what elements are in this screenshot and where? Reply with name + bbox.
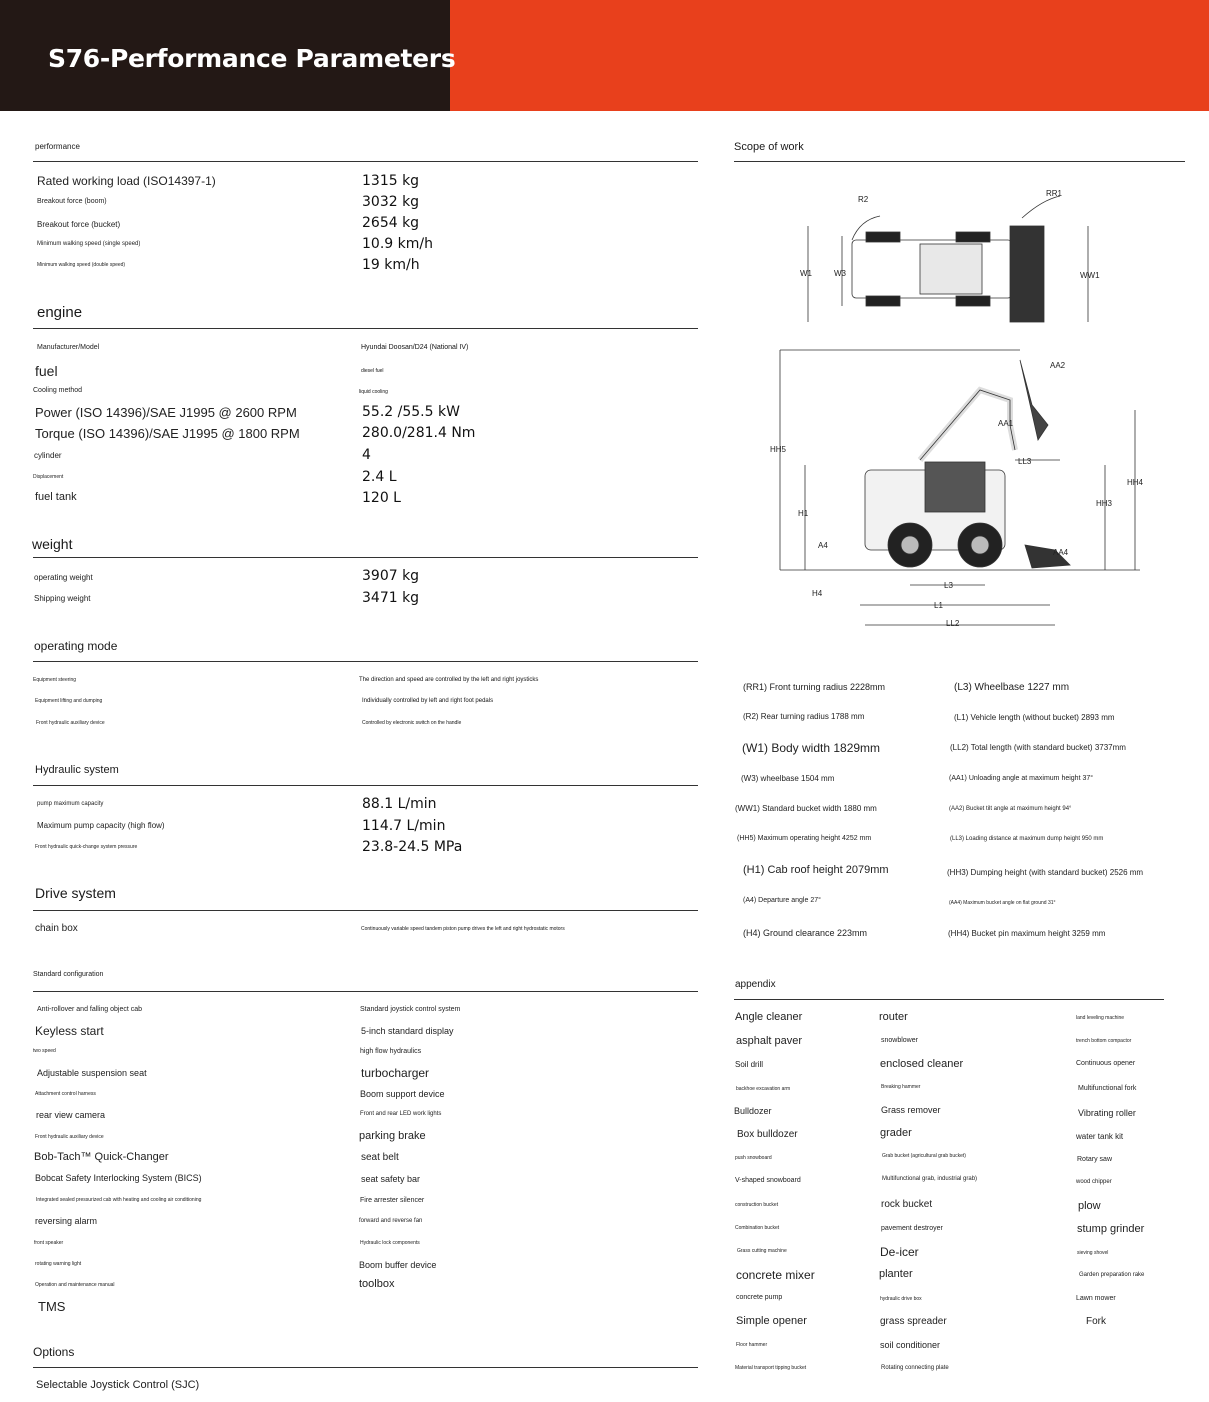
- svg-text:HH4: HH4: [1127, 478, 1144, 487]
- svg-text:A4: A4: [818, 541, 828, 550]
- svg-text:L1: L1: [934, 601, 943, 610]
- spec-value: 114.7 L/min: [362, 818, 446, 834]
- section-title-drive: Drive system: [35, 885, 116, 901]
- divider: [33, 328, 698, 329]
- divider: [33, 1367, 698, 1368]
- spec-label: Front hydraulic auxiliary device: [36, 720, 105, 726]
- divider: [33, 557, 698, 558]
- standard-item: Boom buffer device: [359, 1260, 437, 1270]
- appendix-item: enclosed cleaner: [880, 1058, 964, 1070]
- svg-text:W3: W3: [834, 269, 846, 278]
- spec-label: fuel tank: [35, 491, 77, 503]
- spec-label: Shipping weight: [34, 594, 91, 603]
- appendix-item: wood chipper: [1076, 1179, 1112, 1185]
- appendix-item: land leveling machine: [1076, 1015, 1125, 1021]
- standard-item: Standard joystick control system: [360, 1006, 461, 1013]
- loader-dimension-diagram: [770, 180, 1170, 640]
- divider: [33, 661, 698, 662]
- standard-item: Fire arrester silencer: [360, 1197, 425, 1204]
- spec-label: Minimum walking speed (double speed): [37, 262, 126, 268]
- appendix-item: trench bottom compactor: [1076, 1038, 1132, 1044]
- page-header: [0, 0, 1209, 111]
- spec-value: 3907 kg: [362, 568, 420, 584]
- appendix-item: sieving shovel: [1077, 1250, 1109, 1256]
- svg-text:HH5: HH5: [770, 445, 787, 454]
- standard-item: Hydraulic lock components: [360, 1240, 420, 1246]
- spec-value: 10.9 km/h: [362, 236, 433, 252]
- svg-text:R2: R2: [858, 195, 869, 204]
- spec-label: Rated working load (ISO14397-1): [37, 174, 216, 188]
- appendix-item: snowblower: [881, 1037, 918, 1044]
- appendix-item: construction bucket: [735, 1202, 779, 1208]
- appendix-item: water tank kit: [1076, 1132, 1124, 1141]
- spec-value: 1315 kg: [362, 173, 420, 189]
- appendix-item: Material transport tipping bucket: [735, 1365, 807, 1371]
- standard-item: Anti-rollover and falling object cab: [37, 1006, 143, 1013]
- standard-item: Operation and maintenance manual: [35, 1282, 115, 1288]
- spec-label: Minimum walking speed (single speed): [37, 241, 141, 247]
- spec-value: Continuously variable speed tandem piston pump drives the left and right hydrostatic motors: [361, 926, 565, 932]
- scope-item: (L3) Wheelbase 1227 mm: [954, 682, 1070, 693]
- appendix-item: Grab bucket (agricultural grab bucket): [882, 1153, 966, 1159]
- appendix-item: Fork: [1086, 1316, 1106, 1327]
- appendix-item: Rotating connecting plate: [881, 1365, 949, 1371]
- spec-label: Maximum pump capacity (high flow): [37, 821, 165, 830]
- svg-text:H4: H4: [812, 589, 823, 598]
- appendix-item: Multifunctional fork: [1078, 1085, 1137, 1092]
- appendix-item: grader: [880, 1127, 912, 1139]
- spec-label: Displacement: [33, 474, 64, 480]
- standard-item: forward and reverse fan: [359, 1218, 423, 1224]
- spec-value: 280.0/281.4 Nm: [362, 425, 476, 441]
- svg-text:W1: W1: [800, 269, 812, 278]
- spec-label: cylinder: [34, 451, 62, 460]
- appendix-item: De-icer: [880, 1245, 919, 1259]
- standard-item: seat safety bar: [361, 1174, 421, 1184]
- appendix-item: push snowboard: [735, 1155, 772, 1161]
- appendix-item: Grass cutting machine: [737, 1248, 787, 1254]
- scope-item: (HH5) Maximum operating height 4252 mm: [737, 835, 872, 842]
- spec-label: Torque (ISO 14396)/SAE J1995 @ 1800 RPM: [35, 426, 300, 441]
- scope-item: (A4) Departure angle 27°: [743, 897, 821, 904]
- section-title-engine: engine: [37, 304, 83, 321]
- appendix-item: Angle cleaner: [735, 1011, 803, 1023]
- appendix-item: hydraulic drive box: [880, 1296, 922, 1302]
- spec-label: Manufacturer/Model: [37, 344, 100, 351]
- page-title: S76-Performance Parameters: [48, 44, 456, 73]
- scope-item: (AA1) Unloading angle at maximum height 37°: [949, 775, 1094, 782]
- standard-item: toolbox: [359, 1278, 395, 1290]
- header-accent-panel: [450, 0, 1209, 111]
- standard-item: high flow hydraulics: [360, 1048, 422, 1055]
- appendix-item: Lawn mower: [1076, 1295, 1116, 1302]
- section-title-options: Options: [33, 1345, 75, 1359]
- spec-label: Equipment steering: [33, 677, 77, 683]
- appendix-item: V-shaped snowboard: [735, 1177, 801, 1184]
- spec-label: Breakout force (bucket): [37, 220, 121, 229]
- option-item: Selectable Joystick Control (SJC): [36, 1379, 200, 1391]
- standard-item: Bobcat Safety Interlocking System (BICS): [35, 1173, 202, 1183]
- appendix-item: Continuous opener: [1076, 1060, 1136, 1067]
- standard-item: Front and rear LED work lights: [360, 1111, 442, 1117]
- svg-text:AA1: AA1: [998, 419, 1014, 428]
- scope-item: (RR1) Front turning radius 2228mm: [743, 682, 886, 692]
- standard-item: reversing alarm: [35, 1216, 98, 1226]
- section-title-operating-mode: operating mode: [34, 639, 118, 653]
- appendix-item: Soil drill: [735, 1060, 764, 1069]
- standard-item: two speed: [33, 1048, 56, 1054]
- appendix-item: Combination bucket: [735, 1225, 780, 1231]
- spec-label: Cooling method: [33, 387, 83, 394]
- appendix-item: Breaking hammer: [881, 1084, 921, 1090]
- scope-item: (LL2) Total length (with standard bucket) 3737mm: [950, 743, 1126, 752]
- spec-value: 120 L: [362, 490, 401, 506]
- standard-item: Keyless start: [35, 1024, 104, 1038]
- spec-value: 19 km/h: [362, 257, 420, 273]
- scope-item: (HH3) Dumping height (with standard bucket) 2526 mm: [947, 868, 1144, 877]
- standard-item: 5-inch standard display: [361, 1026, 454, 1036]
- appendix-item: Garden preparation rake: [1079, 1272, 1145, 1278]
- appendix-item: Bulldozer: [734, 1106, 772, 1116]
- appendix-item: Simple opener: [736, 1315, 807, 1327]
- spec-value: 4: [362, 447, 371, 463]
- standard-item: front speaker: [34, 1240, 64, 1246]
- spec-value: Hyundai Doosan/D24 (National IV): [361, 344, 469, 351]
- appendix-item: pavement destroyer: [881, 1225, 943, 1232]
- spec-value: 3032 kg: [362, 194, 420, 210]
- svg-text:LL3: LL3: [1018, 457, 1032, 466]
- appendix-item: soil conditioner: [880, 1340, 941, 1350]
- appendix-item: Rotary saw: [1077, 1156, 1113, 1163]
- scope-item: (W3) wheelbase 1504 mm: [741, 774, 835, 783]
- spec-value: 2654 kg: [362, 215, 420, 231]
- appendix-item: rock bucket: [881, 1199, 933, 1210]
- spec-value: 88.1 L/min: [362, 796, 437, 812]
- appendix-item: Grass remover: [881, 1105, 941, 1115]
- appendix-item: asphalt paver: [736, 1035, 803, 1047]
- standard-item: Adjustable suspension seat: [37, 1068, 147, 1078]
- spec-value: Individually controlled by left and right foot pedals: [362, 698, 494, 704]
- appendix-item: Box bulldozer: [737, 1129, 798, 1140]
- divider: [33, 910, 698, 911]
- divider: [33, 991, 698, 992]
- appendix-item: concrete pump: [736, 1294, 783, 1301]
- section-title-standard: Standard configuration: [33, 971, 104, 978]
- divider: [734, 999, 1164, 1000]
- appendix-item: concrete mixer: [736, 1268, 815, 1282]
- appendix-item: router: [879, 1011, 908, 1023]
- spec-value: 3471 kg: [362, 590, 420, 606]
- svg-text:L3: L3: [944, 581, 953, 590]
- divider: [734, 161, 1185, 162]
- standard-item: TMS: [38, 1299, 66, 1314]
- standard-item: Boom support device: [360, 1089, 445, 1099]
- divider: [33, 161, 698, 162]
- appendix-item: planter: [879, 1268, 913, 1280]
- spec-value: diesel fuel: [361, 368, 384, 374]
- section-title-performance: performance: [35, 142, 80, 151]
- standard-item: parking brake: [359, 1130, 426, 1142]
- spec-value: 23.8-24.5 MPa: [362, 839, 463, 855]
- spec-label: fuel: [35, 363, 58, 379]
- spec-label: Power (ISO 14396)/SAE J1995 @ 2600 RPM: [35, 405, 297, 420]
- scope-item: (H1) Cab roof height 2079mm: [743, 864, 889, 876]
- section-title-appendix: appendix: [735, 979, 776, 990]
- spec-label: Front hydraulic quick-change system pressure: [35, 844, 138, 850]
- scope-item: (LL3) Loading distance at maximum dump height 950 mm: [950, 836, 1104, 842]
- standard-item: seat belt: [361, 1152, 399, 1163]
- scope-item: (AA4) Maximum bucket angle on flat ground 31°: [949, 900, 1056, 906]
- spec-value: 55.2 /55.5 kW: [362, 404, 460, 420]
- svg-text:H1: H1: [798, 509, 809, 518]
- section-title-scope: Scope of work: [734, 141, 804, 153]
- spec-value: Controlled by electronic switch on the handle: [362, 720, 462, 726]
- scope-item: (H4) Ground clearance 223mm: [743, 928, 868, 938]
- scope-item: (R2) Rear turning radius 1788 mm: [743, 712, 865, 721]
- appendix-item: grass spreader: [880, 1316, 947, 1327]
- spec-label: pump maximum capacity: [37, 801, 104, 807]
- standard-item: Bob-Tach™ Quick-Changer: [34, 1151, 169, 1163]
- scope-item: (HH4) Bucket pin maximum height 3259 mm: [948, 929, 1106, 938]
- svg-text:AA4: AA4: [1053, 548, 1069, 557]
- spec-value: The direction and speed are controlled by the left and right joysticks: [359, 677, 539, 683]
- standard-item: rotating warning light: [35, 1261, 82, 1267]
- appendix-item: Multifunctional grab, industrial grab): [882, 1176, 978, 1182]
- section-title-hydraulic: Hydraulic system: [35, 764, 119, 776]
- standard-item: Integrated sealed pressurized cab with heating and cooling air conditioning: [36, 1197, 202, 1203]
- spec-label: Equipment lifting and dumping: [35, 698, 103, 704]
- scope-item: (W1) Body width 1829mm: [742, 741, 881, 755]
- appendix-item: Vibrating roller: [1078, 1108, 1136, 1118]
- section-title-weight: weight: [32, 536, 73, 552]
- svg-text:LL2: LL2: [946, 619, 960, 628]
- standard-item: Attachment control harness: [35, 1091, 96, 1097]
- spec-value: liquid cooling: [359, 389, 388, 395]
- standard-item: rear view camera: [36, 1110, 106, 1120]
- spec-label: operating weight: [34, 573, 93, 582]
- appendix-item: Floor hammer: [736, 1342, 768, 1348]
- spec-label: Breakout force (boom): [37, 198, 107, 205]
- scope-item: (L1) Vehicle length (without bucket) 2893 mm: [954, 713, 1115, 722]
- scope-item: (WW1) Standard bucket width 1880 mm: [735, 804, 877, 813]
- divider: [33, 785, 698, 786]
- standard-item: Front hydraulic auxiliary device: [35, 1134, 104, 1140]
- appendix-item: plow: [1078, 1200, 1101, 1212]
- scope-item: (AA2) Bucket tilt angle at maximum height 94°: [949, 806, 1072, 812]
- svg-text:AA2: AA2: [1050, 361, 1066, 370]
- svg-text:WW1: WW1: [1080, 271, 1100, 280]
- spec-value: 2.4 L: [362, 469, 397, 485]
- standard-item: turbocharger: [361, 1066, 430, 1080]
- appendix-item: stump grinder: [1077, 1223, 1145, 1235]
- svg-text:HH3: HH3: [1096, 499, 1113, 508]
- svg-text:RR1: RR1: [1046, 189, 1063, 198]
- appendix-item: backhoe excavation arm: [736, 1086, 791, 1092]
- spec-label: chain box: [35, 923, 78, 934]
